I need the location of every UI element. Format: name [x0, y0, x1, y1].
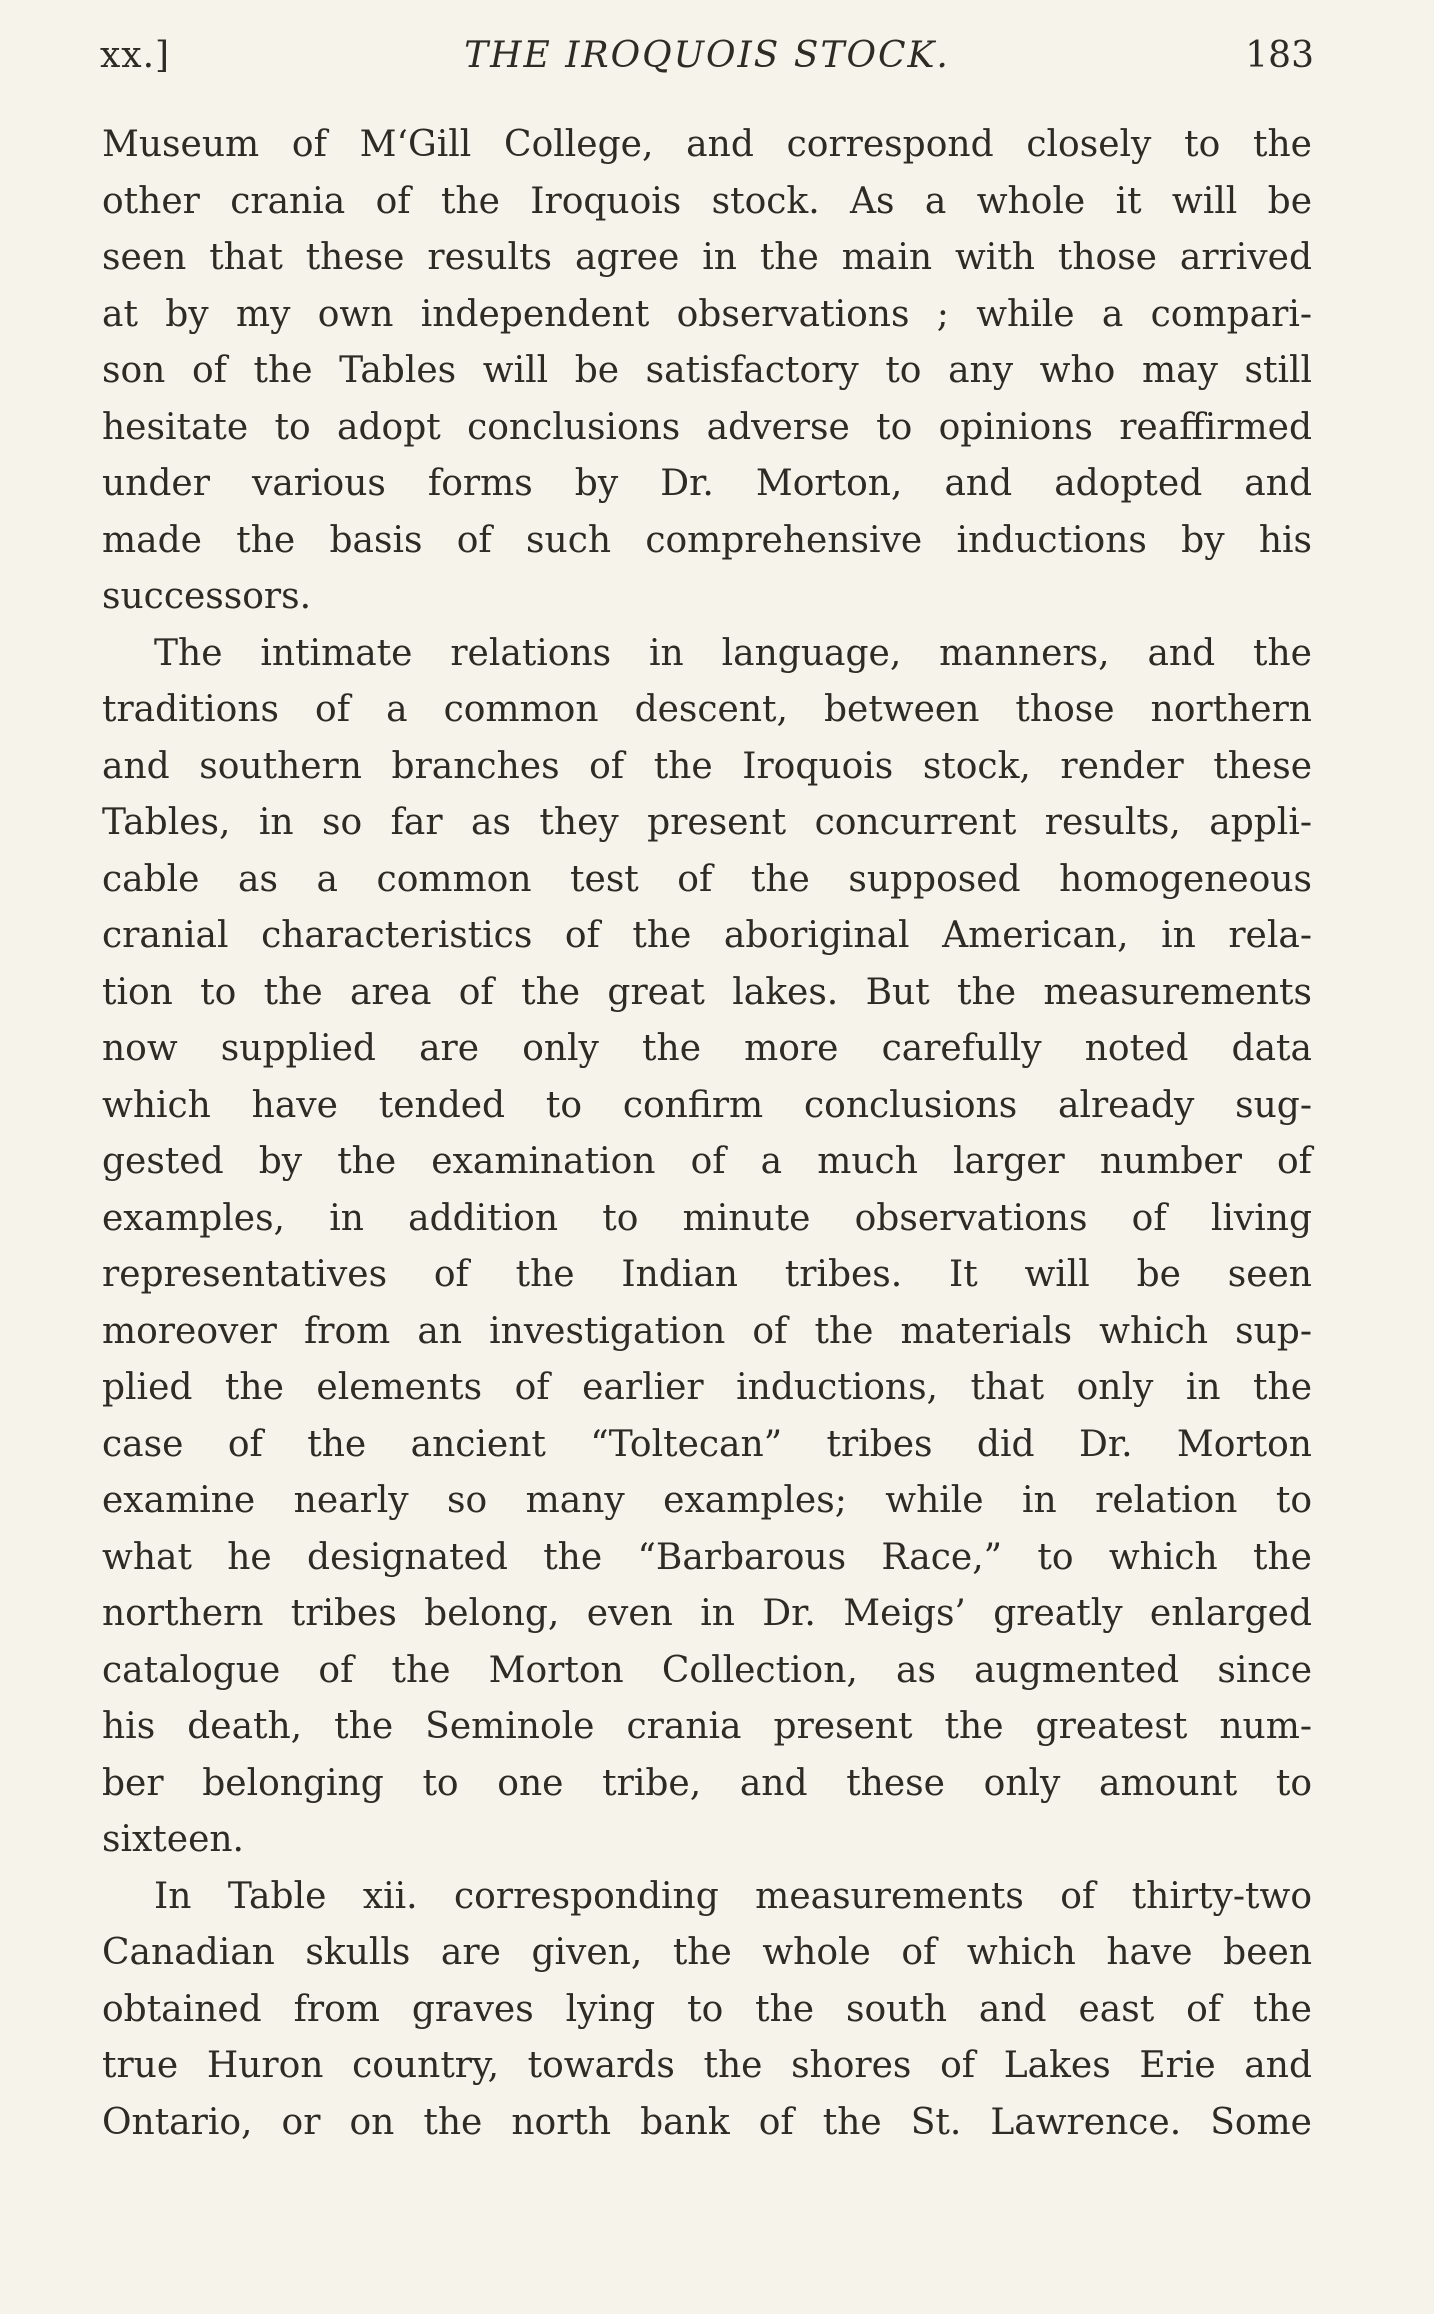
text-line: sixteen.: [102, 1819, 244, 1860]
paragraph-1: [102, 117, 1312, 626]
text-line: at by my own independent observations ; while a compari-: [102, 293, 1312, 335]
text-line: examine nearly so many examples; while in relation to: [102, 1480, 1312, 1521]
text-line: northern tribes belong, even in Dr. Meigs’ greatly enlarged: [102, 1593, 1312, 1634]
text-line: tion to the area of the great lakes. But the measurements: [102, 971, 1312, 1013]
text-line: his death, the Seminole crania present the greatest num-: [102, 1706, 1312, 1747]
chapter-number: xx.]: [100, 35, 171, 76]
text-line: true Huron country, towards the shores of Lakes Erie and: [102, 2045, 1312, 2086]
text-line: Canadian skulls are given, the whole of which have been: [102, 1932, 1312, 1973]
text-line: successors.: [102, 576, 312, 617]
text-line: gested by the examination of a much larger number of: [102, 1141, 1312, 1182]
text-line: which have tended to confirm conclusions already sug-: [102, 1084, 1312, 1126]
text-line: Tables, in so far as they present concurrent results, appli-: [102, 802, 1312, 843]
text-line: other crania of the Iroquois stock. As a whole it will be: [102, 180, 1312, 222]
text-line: Museum of M‘Gill College, and correspond closely to the: [102, 124, 1312, 165]
text-line: In Table xii. corresponding measurements of thirty-two: [154, 1875, 1312, 1917]
page-number: 183: [1245, 35, 1314, 76]
text-line: under various forms by Dr. Morton, and adopted and: [102, 463, 1312, 504]
text-line: what he designated the “Barbarous Race,” to which the: [102, 1536, 1312, 1578]
text-line: traditions of a common descent, between those northern: [102, 689, 1312, 730]
text-line: moreover from an investigation of the materials which sup-: [102, 1310, 1312, 1352]
text-line: examples, in addition to minute observations of living: [102, 1197, 1312, 1239]
text-line: and southern branches of the Iroquois stock, render these: [102, 745, 1312, 787]
text-line: hesitate to adopt conclusions adverse to opinions reaffirmed: [102, 406, 1312, 448]
text-line: made the basis of such comprehensive inductions by his: [102, 519, 1312, 561]
paragraph-3: [102, 1869, 1312, 2152]
text-line: ber belonging to one tribe, and these only amount to: [102, 1762, 1312, 1804]
text-line: Ontario, or on the north bank of the St. Lawrence. Some: [102, 2101, 1312, 2143]
body-text: [102, 117, 1312, 2151]
text-line: case of the ancient “Toltecan” tribes did Dr. Morton: [102, 1423, 1312, 1465]
running-title: THE IROQUOIS STOCK.: [464, 35, 950, 76]
text-line: cable as a common test of the supposed homogeneous: [102, 858, 1312, 900]
paragraph-2: [102, 626, 1312, 1869]
text-line: seen that these results agree in the main with those arrived: [102, 237, 1312, 278]
text-line: son of the Tables will be satisfactory to any who may still: [102, 350, 1312, 391]
text-line: plied the elements of earlier inductions, that only in the: [102, 1367, 1312, 1408]
running-head: [100, 26, 1314, 86]
text-line: cranial characteristics of the aboriginal American, in rela-: [102, 915, 1312, 956]
text-line: representatives of the Indian tribes. It will be seen: [102, 1254, 1312, 1295]
text-line: now supplied are only the more carefully noted data: [102, 1028, 1312, 1069]
text-line: The intimate relations in language, manners, and the: [154, 632, 1312, 674]
text-line: catalogue of the Morton Collection, as augmented since: [102, 1649, 1312, 1691]
text-line: obtained from graves lying to the south and east of the: [102, 1988, 1312, 2030]
